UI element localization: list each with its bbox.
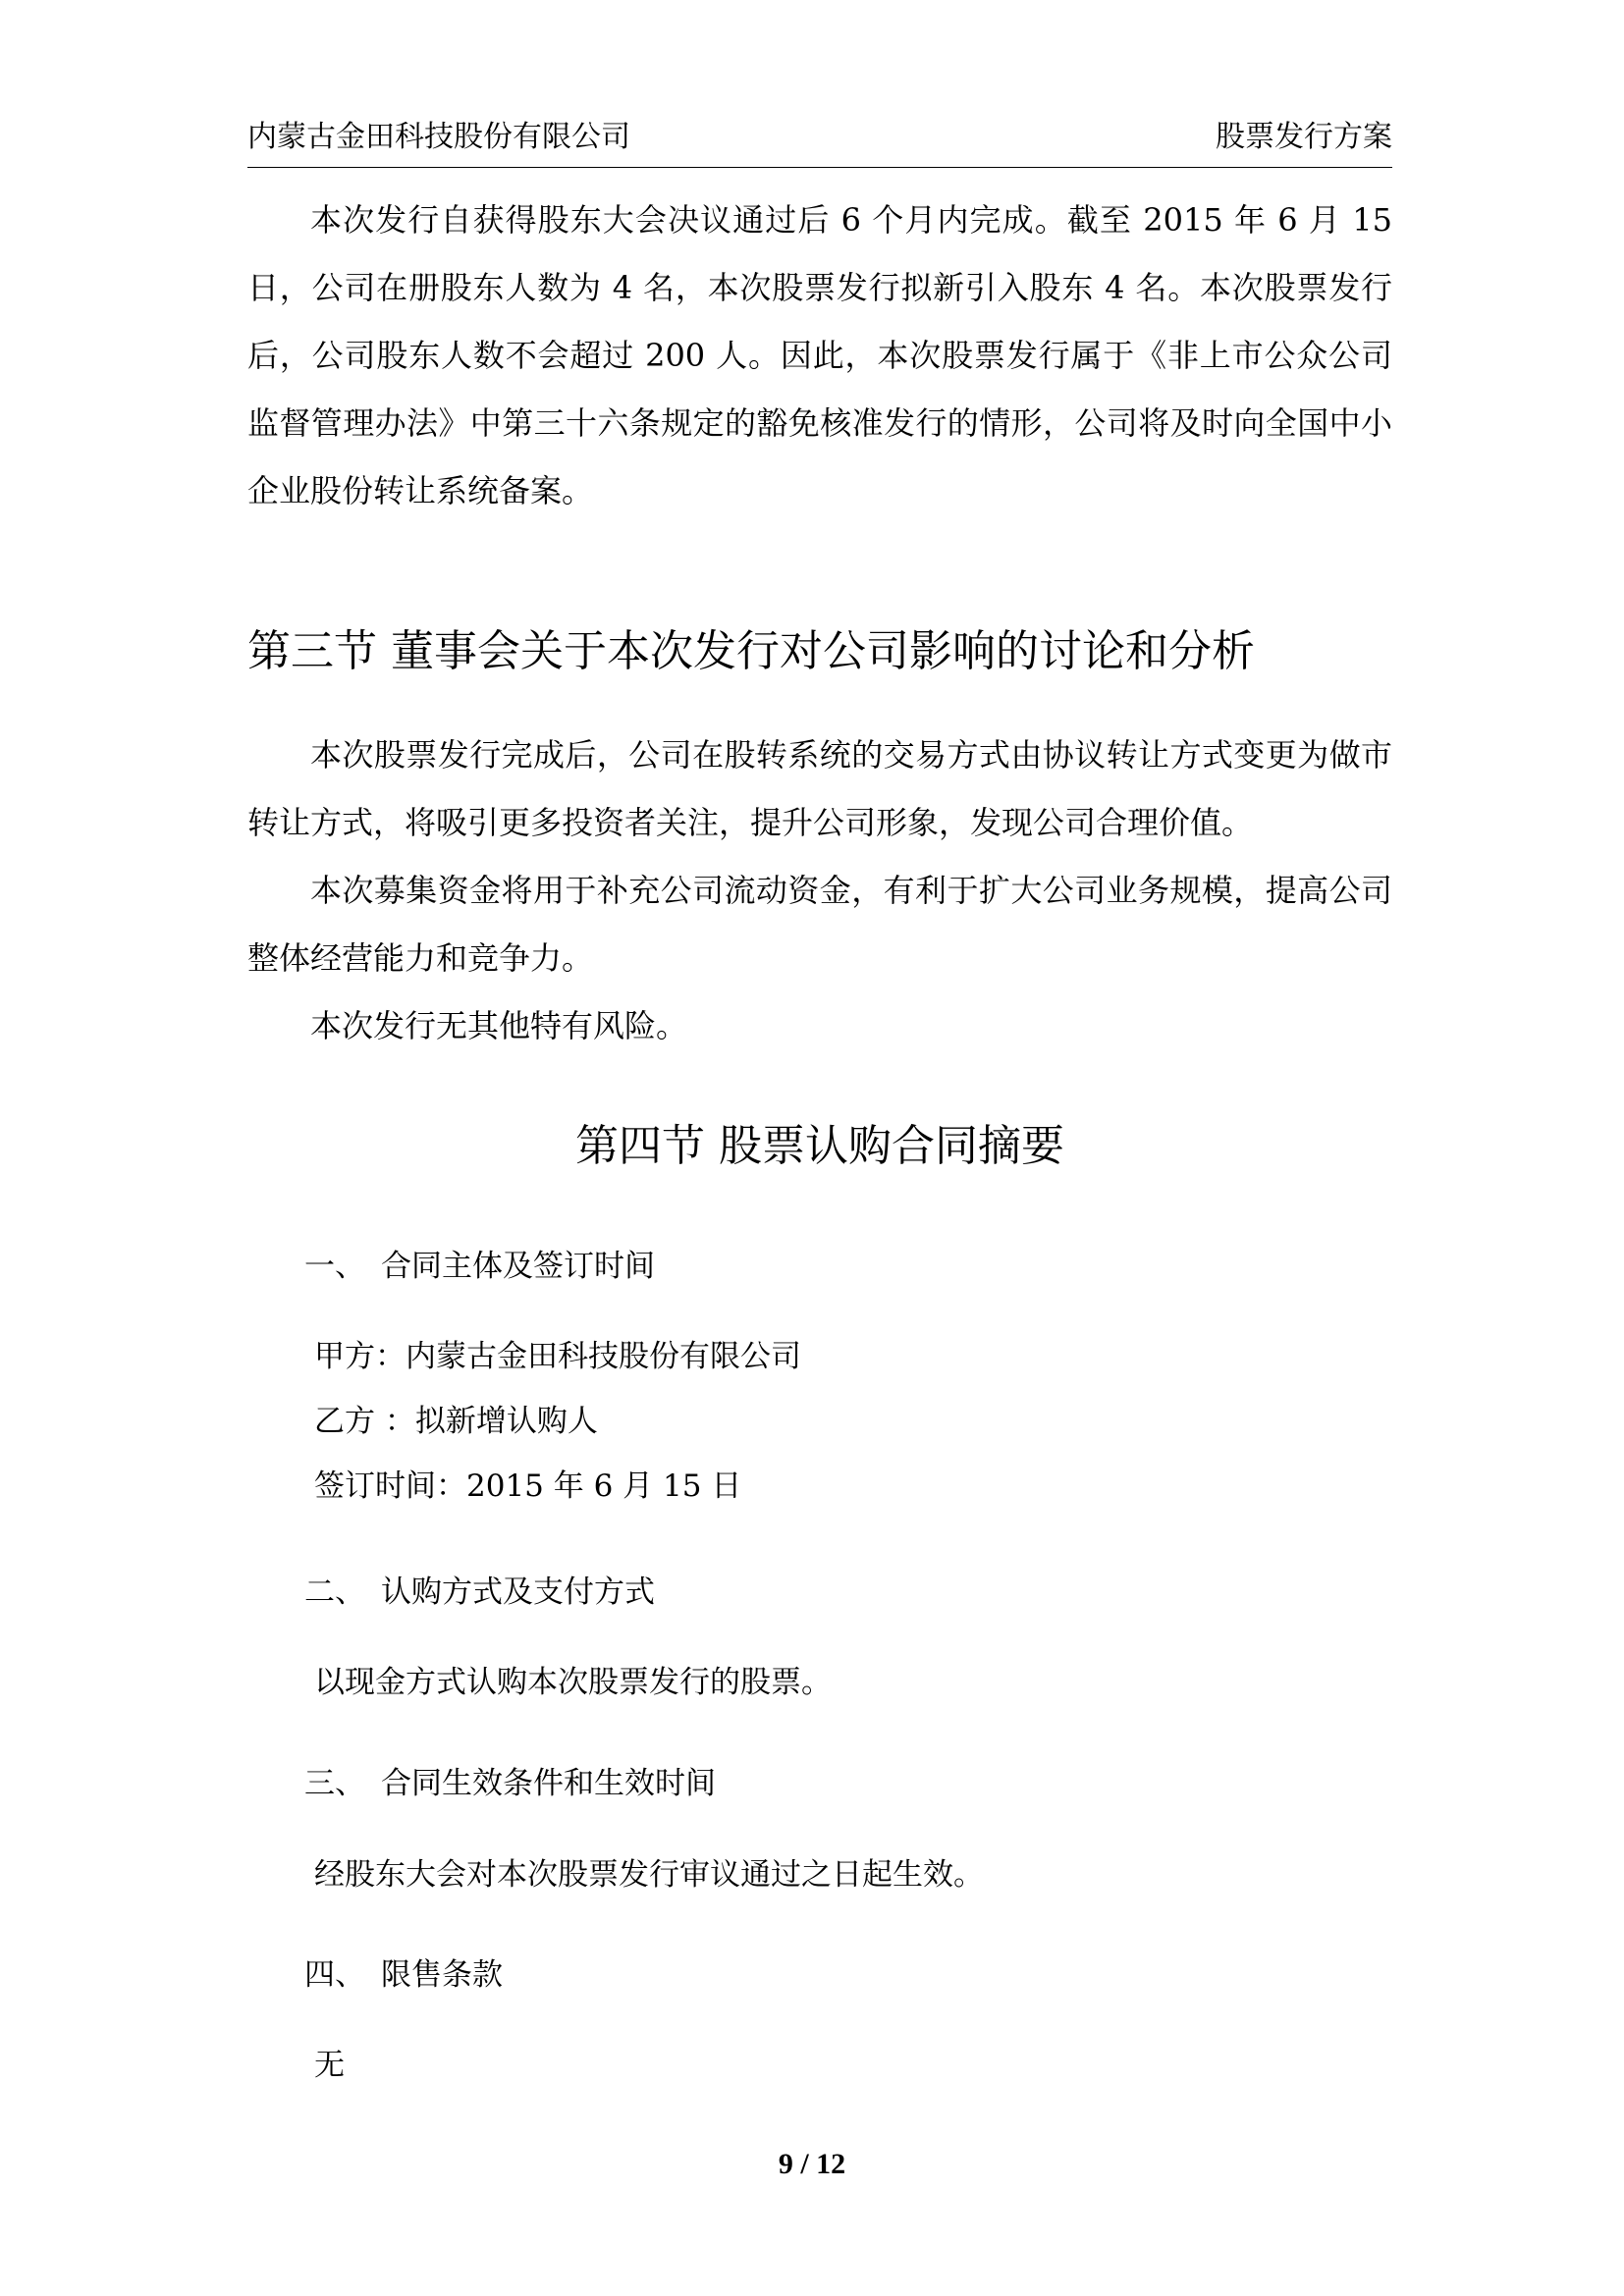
section4-item-2-heading — [304, 1571, 655, 1614]
signing-date-line: 签订时间：2015 年 6 月 15 日 — [314, 1468, 742, 1504]
party-b-line: 乙方 ：拟新增认购人 — [314, 1404, 598, 1439]
item-number: 二、 — [304, 1575, 365, 1610]
section3-paragraph-2: 本次募集资金将用于补充公司流动资金，有利于扩大公司业务规模，提高公司整体经营能力和竞争力。 — [247, 872, 1392, 977]
intro-paragraph: 本次发行自获得股东大会决议通过后 6 个月内完成。截至 2015 年 6 月 15 日，公司在册股东人数为 4 名，本次股票发行拟新引入股东 4 名。本次股票发行后，公司股东人数不会超过 200 人。因此，本次股票发行属于《非上市公众公司监督管理办法》中第三十六条规定的豁免核准发行的情形，公司将及时向全国中小企业股份转让系统备案。 — [247, 201, 1392, 509]
header-company: 内蒙古金田科技股份有限公司 — [247, 120, 630, 154]
item-number: 四、 — [304, 1957, 365, 1993]
effective-condition-line: 经股东大会对本次股票发行审议通过之日起生效。 — [314, 1857, 984, 1893]
section3-paragraph-1: 本次股票发行完成后，公司在股转系统的交易方式由协议转让方式变更为做市转让方式，将吸引更多投资者关注，提升公司形象，发现公司合理价值。 — [247, 736, 1392, 841]
payment-method-line: 以现金方式认购本次股票发行的股票。 — [314, 1665, 832, 1700]
section4-title: 第四节 股票认购合同摘要 — [575, 1121, 1064, 1171]
section3-paragraph-3: 本次发行无其他特有风险。 — [310, 1007, 688, 1044]
party-a-line: 甲方：内蒙古金田科技股份有限公司 — [314, 1339, 801, 1374]
section4-item-4-heading — [304, 1953, 503, 1997]
page-number: 9 / 12 — [778, 2148, 846, 2180]
item-number: 三、 — [304, 1766, 365, 1801]
item-title: 认购方式及支付方式 — [381, 1575, 655, 1610]
header-divider — [247, 167, 1392, 168]
item-title: 合同生效条件和生效时间 — [381, 1766, 716, 1801]
item-title: 合同主体及签订时间 — [381, 1249, 655, 1284]
item-title: 限售条款 — [381, 1957, 503, 1993]
section4-item-3-heading — [304, 1762, 716, 1805]
section4-item-1-heading — [304, 1245, 655, 1288]
header-doc-title: 股票发行方案 — [1216, 120, 1392, 154]
lockup-terms-line: 无 — [314, 2048, 345, 2083]
item-number: 一、 — [304, 1249, 365, 1284]
section3-title: 第三节 董事会关于本次发行对公司影响的讨论和分析 — [247, 626, 1255, 676]
page-header — [247, 116, 1392, 159]
